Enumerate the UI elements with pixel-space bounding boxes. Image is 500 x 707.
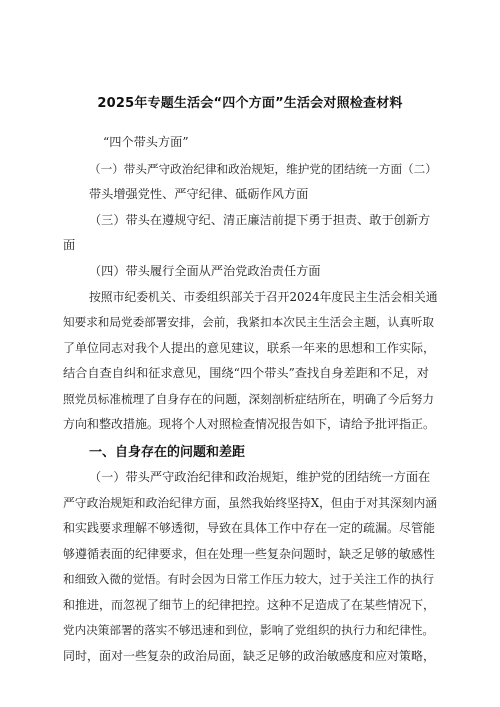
paragraph-line: 结合自查自纠和征求意见，围绕“四个带头”查找自身差距和不足，对	[63, 366, 429, 380]
paragraph-line: （一）带头严守政治纪律和政治规矩，维护党的团结统一方面（二）	[89, 162, 437, 176]
paragraph-line: 按照市纪委机关、市委组织部关于召开2024年度民主生活会相关通	[89, 290, 438, 304]
paragraph-line: 照党员标准梳理了自身存在的问题，深刻剖析症结所在，明确了今后努力	[63, 392, 435, 406]
paragraph-line: “四个带头方面”	[103, 135, 189, 149]
paragraph-line: 和推进，而忽视了细节上的纪律把控。这种不足造成了在某些情况下，	[63, 598, 436, 612]
paragraph-line: 和细致入微的觉悟。有时会因为日常工作压力较大，过于关注工作的执行	[63, 572, 435, 586]
section-heading: 一、自身存在的问题和差距	[89, 445, 246, 460]
paragraph-line: 知要求和局党委部署安排，会前，我紧扣本次民主生活会主题，认真听取	[63, 315, 435, 329]
paragraph-line: 面	[63, 238, 76, 252]
paragraph-line: （四）带头履行全面从严治党政治责任方面	[89, 264, 321, 278]
paragraph-line: 方向和整改措施。现将个人对照检查情况报告如下，请给予批评指正。	[63, 417, 436, 431]
document-title: 2025年专题生活会“四个方面”生活会对照检查材料	[97, 96, 403, 111]
paragraph-line: 够遵循表面的纪律要求，但在处理一些复杂问题时，缺乏足够的敏感性	[63, 547, 436, 561]
paragraph-line: 严守政治规矩和政治纪律方面，虽然我始终坚持X，但由于对其深刻内涵	[63, 496, 438, 510]
paragraph-line: 党内决策部署的落实不够迅速和到位，影响了党组织的执行力和纪律性。	[63, 623, 435, 637]
paragraph-line: 和实践要求理解不够透彻，导致在具体工作中存在一定的疏漏。尽管能	[63, 521, 436, 535]
paragraph-line: （一）带头严守政治纪律和政治规矩，维护党的团结统一方面在	[89, 470, 431, 484]
paragraph-line: 同时，面对一些复杂的政治局面，缺乏足够的政治敏感度和应对策略，	[63, 649, 436, 663]
paragraph-line: 带头增强党性、严守纪律、砥砺作风方面	[89, 187, 309, 201]
paragraph-line: 了单位同志对我个人提出的意见建议，联系一年来的思想和工作实际，	[63, 341, 436, 355]
paragraph-line: （三）带头在遵规守纪、清正廉洁前提下勇于担责、敢于创新方	[89, 213, 431, 227]
